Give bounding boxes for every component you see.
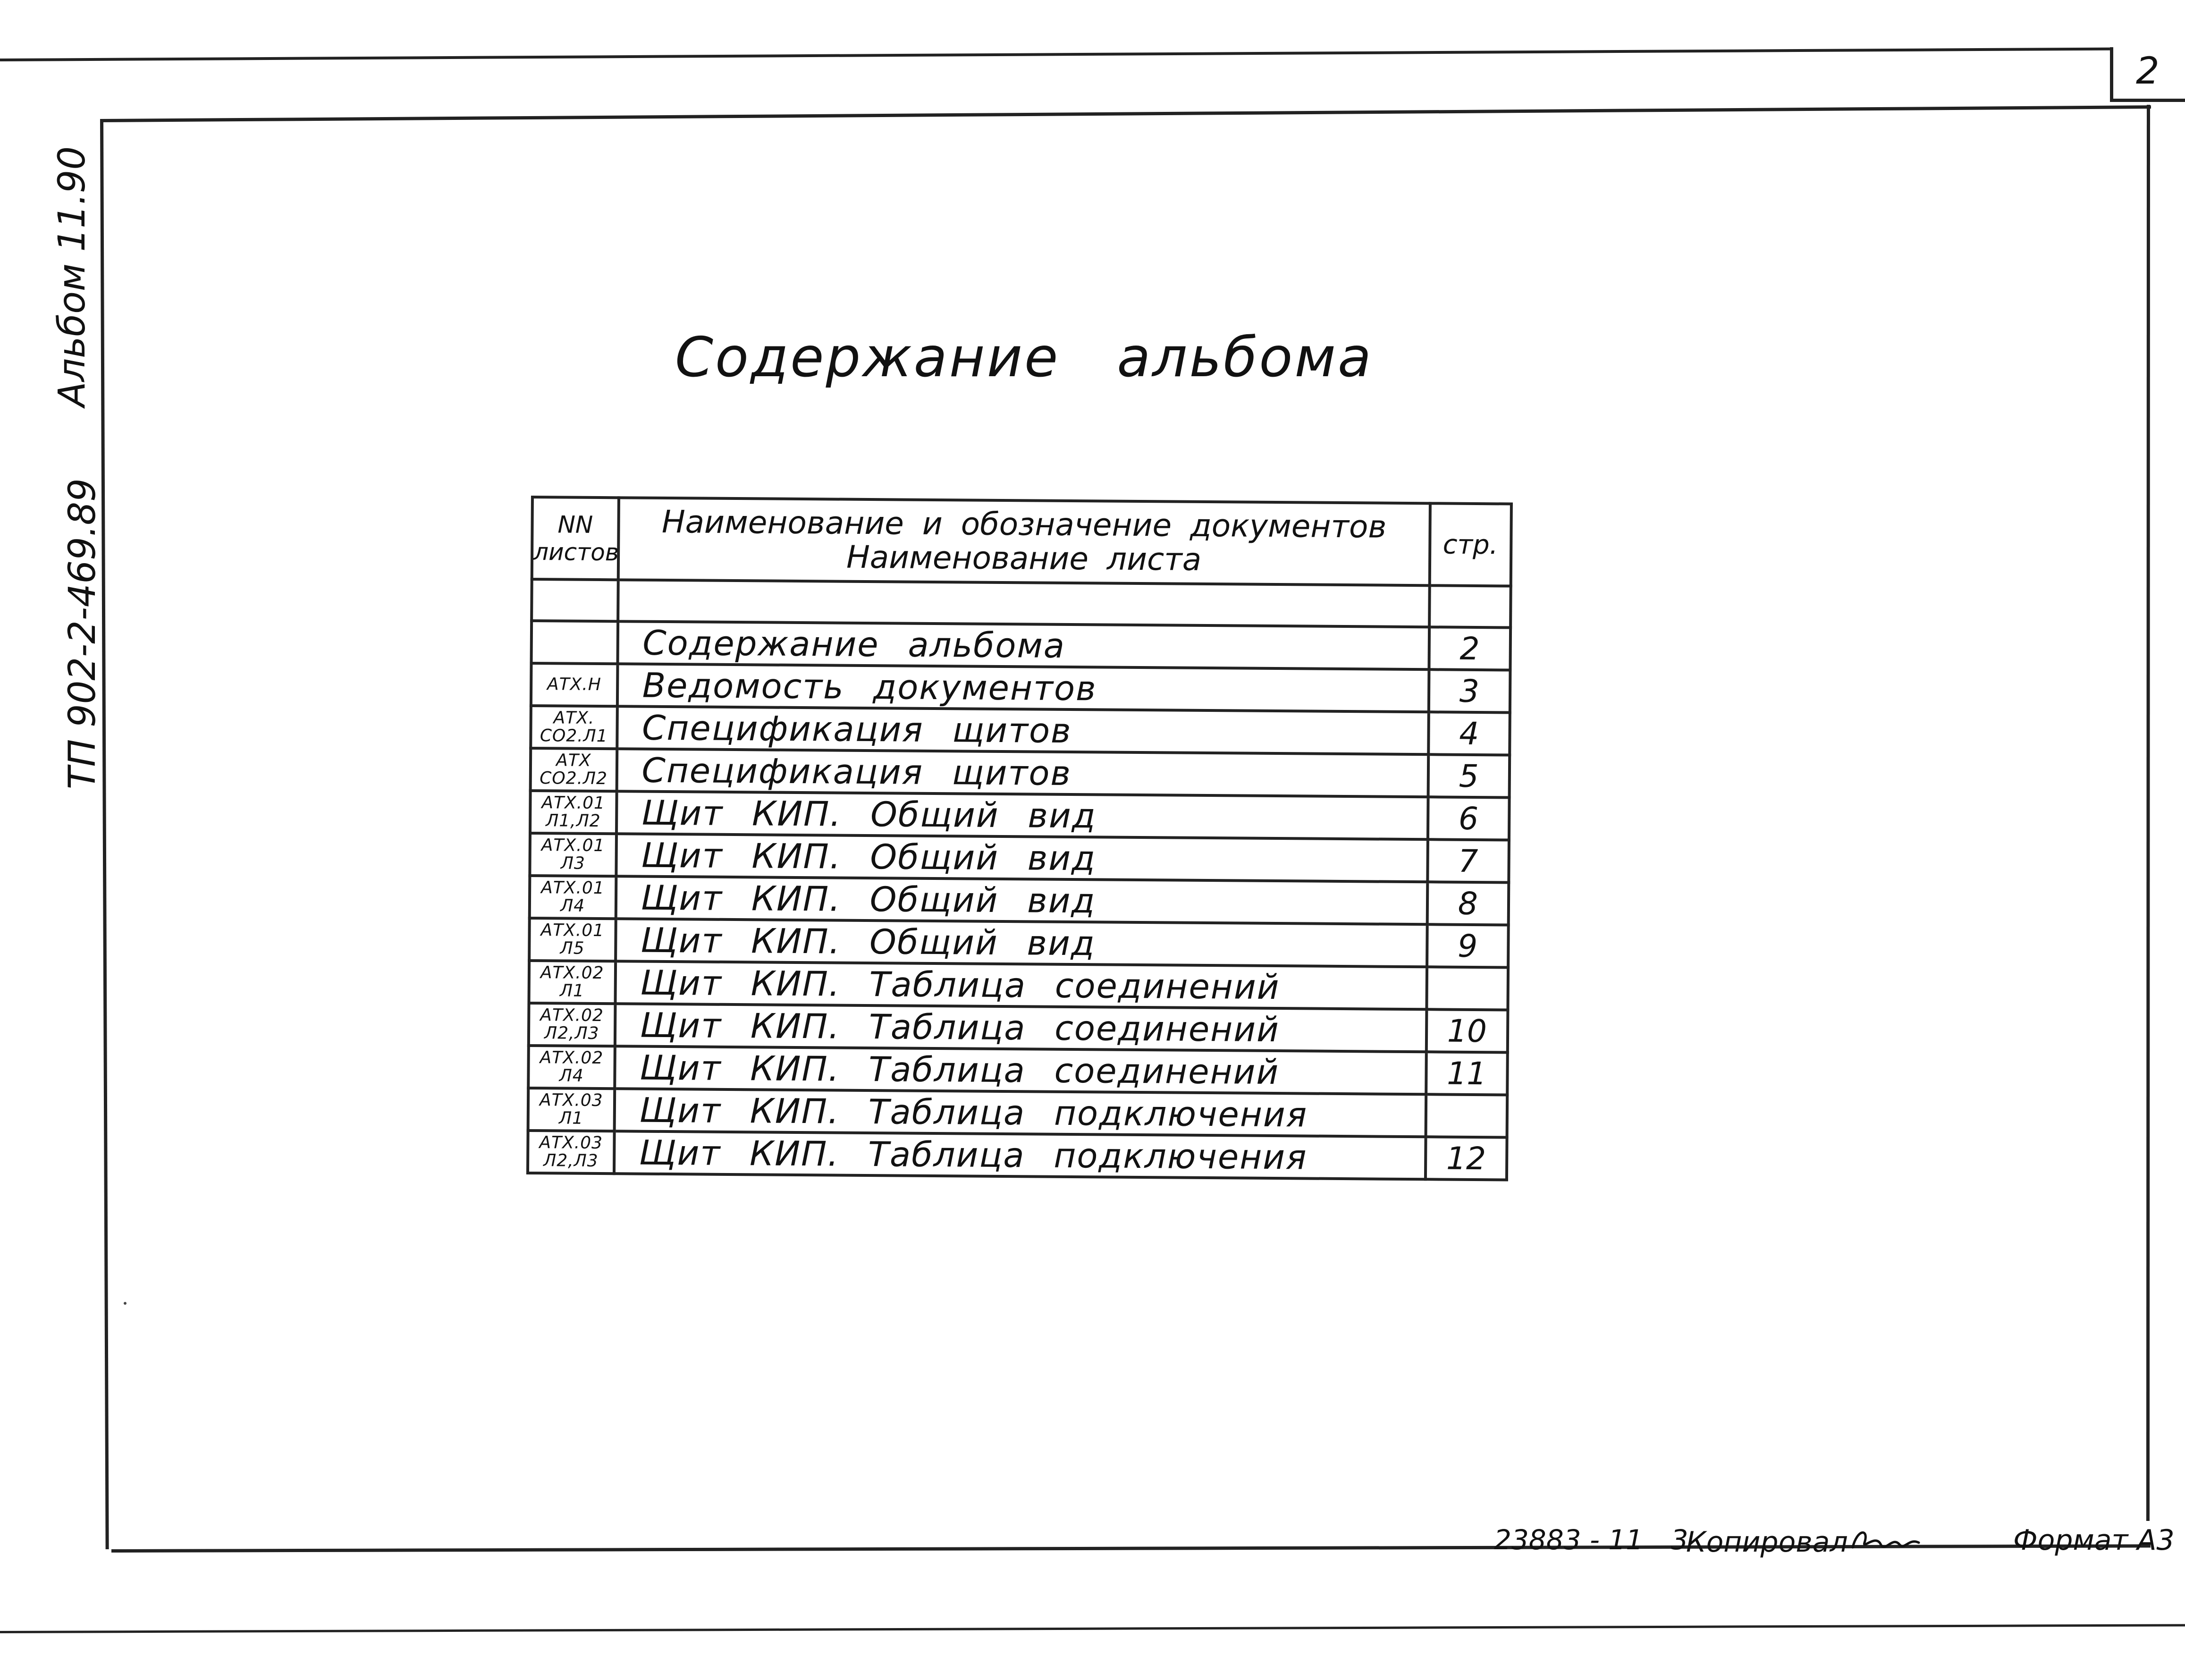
- table-row: [528, 1046, 1508, 1095]
- row-page: 10: [1447, 1013, 1487, 1049]
- side-document-code: ТП 902-2-469.89: [61, 478, 104, 789]
- row-page-cell: [1426, 1137, 1507, 1180]
- header-code-cell: [532, 497, 619, 580]
- row-code: АТХ.02 Л4: [540, 1048, 604, 1086]
- order-sheet: 3: [1670, 1524, 1688, 1556]
- row-code-cell: [530, 833, 616, 876]
- row-page: 4: [1459, 715, 1479, 752]
- side-album-label: Альбом 11.90: [51, 146, 93, 407]
- row-page-cell: [1427, 839, 1509, 882]
- header-page: стр.: [1443, 529, 1498, 560]
- row-code-cell: [528, 1088, 615, 1131]
- row-name-cell: [617, 621, 1429, 669]
- row-code-cell: [529, 918, 616, 961]
- row-code: АТХ.01 Л5: [540, 920, 605, 958]
- row-page: 2: [1459, 630, 1480, 667]
- row-page: 11: [1447, 1055, 1487, 1092]
- row-page-cell: [1428, 712, 1510, 755]
- row-name-cell: [617, 706, 1429, 754]
- header-code: NN листов: [533, 511, 619, 566]
- row-name-cell: [615, 961, 1427, 1009]
- row-page: 12: [1446, 1140, 1486, 1177]
- frame-top-outer: [0, 48, 2110, 61]
- row-code: АТХ.02 Л2,Л3: [540, 1005, 604, 1044]
- row-page-cell: [1427, 882, 1509, 925]
- blank-name-cell: [618, 580, 1430, 627]
- row-page-cell: [1427, 924, 1509, 967]
- header-name-line1: Наименование и обозначение документов: [661, 503, 1387, 545]
- sheet-number-box: [2110, 47, 2185, 102]
- row-name: Содержание альбома: [642, 623, 1066, 666]
- row-name: Щит КИП. Таблица подключения: [639, 1132, 1308, 1177]
- row-name-cell: [614, 1089, 1426, 1137]
- row-page: 3: [1459, 673, 1480, 709]
- row-code: АТХ.03 Л1: [539, 1090, 603, 1128]
- sheet-number: 2: [2136, 50, 2160, 93]
- row-name-cell: [616, 749, 1428, 797]
- row-code-cell: [528, 1046, 615, 1089]
- header-name-line2: Наименование листа: [846, 539, 1202, 578]
- table-row: [530, 876, 1509, 925]
- row-name: Щит КИП. Таблица соединений: [640, 962, 1280, 1007]
- contents-table: [526, 496, 1513, 1181]
- table-blank-row: [531, 579, 1511, 627]
- row-page-cell: [1426, 1094, 1507, 1137]
- row-code: АТХ.01 Л1,Л2: [541, 793, 606, 831]
- copied-by-label: Копировал: [1686, 1526, 1848, 1559]
- row-page: 8: [1458, 885, 1478, 922]
- row-name: Ведомость документов: [642, 665, 1097, 709]
- row-name-cell: [615, 1004, 1426, 1052]
- row-name-cell: [616, 834, 1428, 882]
- row-code: АТХ. СО2.Л1: [540, 708, 608, 746]
- blank-code-cell: [531, 579, 618, 621]
- table-row: [530, 833, 1509, 882]
- row-code-cell: [529, 1003, 615, 1046]
- row-name: Щит КИП. Общий вид: [641, 793, 1097, 836]
- row-name-cell: [616, 919, 1427, 967]
- row-page-cell: [1426, 1009, 1508, 1052]
- row-name-cell: [616, 876, 1427, 924]
- row-code-cell: [531, 621, 618, 664]
- row-name: Спецификация щитов: [641, 750, 1072, 794]
- row-page: 6: [1458, 800, 1479, 837]
- row-page: 9: [1457, 928, 1478, 964]
- header-page-cell: [1429, 503, 1511, 586]
- row-page: 5: [1459, 758, 1479, 794]
- row-name: Спецификация щитов: [641, 708, 1072, 751]
- table-header-row: [532, 497, 1511, 586]
- row-code-cell: [530, 791, 616, 834]
- contents-table-wrapper: [526, 496, 1513, 1177]
- row-name-cell: [617, 664, 1429, 712]
- row-name: Щит КИП. Общий вид: [641, 878, 1096, 921]
- table-row: [528, 1088, 1508, 1137]
- row-code: АТХ.Н: [547, 675, 602, 695]
- row-code-cell: [529, 961, 615, 1004]
- row-code: АТХ.03 Л2,Л3: [539, 1133, 603, 1171]
- row-name: Щит КИП. Общий вид: [641, 835, 1097, 878]
- table-row: [529, 961, 1508, 1010]
- row-code-cell: [528, 1131, 614, 1173]
- frame-bottom-outer: [0, 1624, 2185, 1633]
- row-code-cell: [530, 876, 616, 919]
- frame-left-inner: [100, 119, 109, 1549]
- row-page-cell: [1426, 967, 1508, 1010]
- frame-top-inner: [100, 105, 2151, 122]
- row-page-cell: [1426, 1052, 1508, 1095]
- row-code: АТХ СО2.Л2: [540, 751, 608, 789]
- row-name-cell: [614, 1131, 1426, 1179]
- row-name: Щит КИП. Общий вид: [640, 920, 1096, 963]
- table-row: [528, 1131, 1507, 1180]
- row-code: АТХ.01 Л4: [541, 878, 605, 916]
- row-name: Щит КИП. Таблица соединений: [639, 1047, 1280, 1092]
- row-name: Щит КИП. Таблица соединений: [640, 1005, 1280, 1050]
- row-name-cell: [615, 1046, 1426, 1094]
- row-page-cell: [1428, 754, 1510, 797]
- table-row: [529, 918, 1509, 967]
- copier-signature: [1848, 1524, 1928, 1557]
- page-title: Содержание альбома: [675, 326, 1373, 389]
- blank-page-cell: [1429, 585, 1511, 627]
- table-row: [531, 748, 1510, 797]
- order-number: [1494, 1524, 1688, 1556]
- table-row: [531, 706, 1510, 755]
- header-name-cell: [618, 498, 1430, 585]
- row-code: АТХ.02 Л1: [540, 963, 604, 1001]
- row-page-cell: [1428, 797, 1510, 840]
- row-name: Щит КИП. Таблица подключения: [639, 1090, 1308, 1135]
- row-code-cell: [531, 706, 617, 749]
- row-page: 7: [1458, 843, 1478, 879]
- frame-right-inner: [2146, 105, 2150, 1521]
- row-code: АТХ.01 Л3: [541, 836, 605, 873]
- table-row: [529, 1003, 1508, 1052]
- scan-speck: [124, 1302, 127, 1305]
- table-row: [531, 621, 1511, 670]
- row-code-cell: [531, 663, 617, 706]
- row-name-cell: [616, 791, 1428, 839]
- row-page: [1427, 1115, 1505, 1116]
- order-number-value: 23883 - 11: [1494, 1524, 1644, 1556]
- row-code-cell: [531, 748, 617, 791]
- format-label: Формат А3: [2013, 1524, 2175, 1557]
- table-row: [531, 663, 1510, 712]
- table-row: [530, 791, 1510, 840]
- row-page-cell: [1428, 669, 1510, 712]
- row-page-cell: [1429, 627, 1510, 670]
